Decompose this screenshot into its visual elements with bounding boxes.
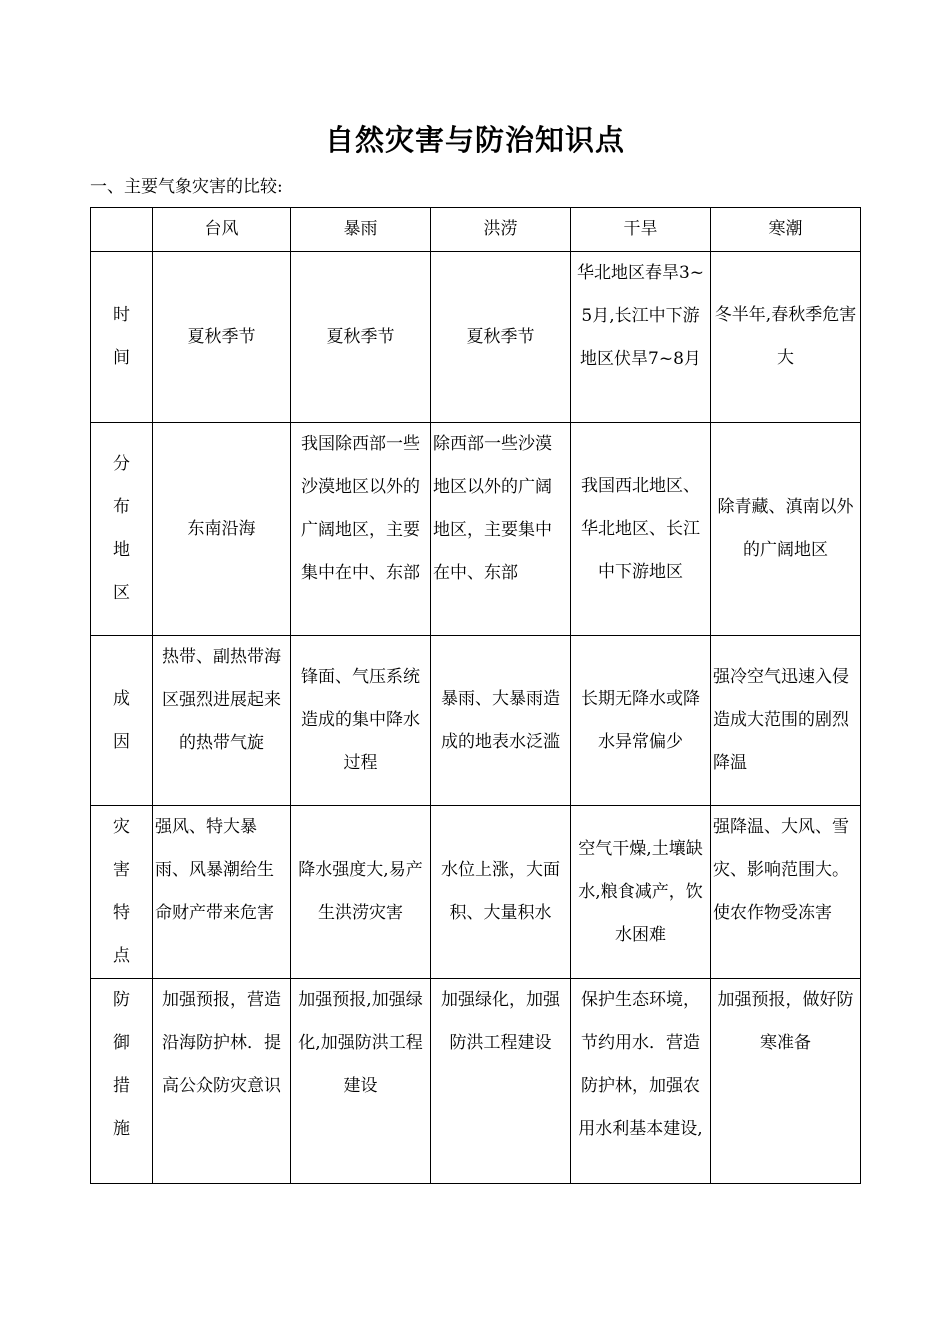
table-cell: 加强绿化，加强防洪工程建设 — [431, 979, 571, 1184]
table-cell: 夏秋季节 — [431, 252, 571, 423]
table-row — [91, 252, 861, 423]
header-cell-flood: 洪涝 — [431, 208, 571, 252]
table-row — [91, 636, 861, 806]
header-cell-cold-wave: 寒潮 — [711, 208, 861, 252]
row-label-characteristics: 灾害特点 — [91, 806, 153, 979]
table-cell: 强冷空气迅速入侵造成大范围的剧烈降温 — [711, 636, 861, 806]
table-cell: 暴雨、大暴雨造成的地表水泛滥 — [431, 636, 571, 806]
table-row — [91, 806, 861, 979]
table-cell: 冬半年,春秋季危害大 — [711, 252, 861, 423]
page-title: 自然灾害与防治知识点 — [324, 123, 625, 157]
header-cell-typhoon: 台风 — [153, 208, 291, 252]
table-cell: 我国西北地区、华北地区、长江中下游地区 — [571, 423, 711, 636]
table-cell: 长期无降水或降水异常偏少 — [571, 636, 711, 806]
table-cell: 除青藏、滇南以外的广阔地区 — [711, 423, 861, 636]
header-cell-empty — [91, 208, 153, 252]
table-cell: 热带、副热带海区强烈进展起来的热带气旋 — [153, 636, 291, 806]
table-cell: 锋面、气压系统造成的集中降水过程 — [291, 636, 431, 806]
table-cell: 空气干燥,土壤缺水,粮食减产，饮水困难 — [571, 806, 711, 979]
table-cell: 我国除西部一些沙漠地区以外的广阔地区，主要集中在中、东部 — [291, 423, 431, 636]
table-cell: 除西部一些沙漠地区以外的广阔地区，主要集中在中、东部 — [431, 423, 571, 636]
table-cell: 保护生态环境，节约用水．营造防护林，加强农用水利基本建设, — [571, 979, 711, 1184]
row-label-prevention: 防御措施 — [91, 979, 153, 1184]
section-heading: 一、主要气象灾害的比较: — [90, 177, 283, 197]
table-cell: 加强预报,加强绿化,加强防洪工程建设 — [291, 979, 431, 1184]
row-label-cause: 成因 — [91, 636, 153, 806]
disaster-comparison-table — [90, 207, 861, 1184]
table-cell: 华北地区春旱3~5月,长江中下游地区伏旱7~8月 — [571, 252, 711, 423]
table-cell: 东南沿海 — [153, 423, 291, 636]
row-label-time: 时间 — [91, 252, 153, 423]
table-row — [91, 423, 861, 636]
table-row — [91, 979, 861, 1184]
table-cell: 加强预报，营造沿海防护林．提高公众防灾意识 — [153, 979, 291, 1184]
table-cell: 夏秋季节 — [153, 252, 291, 423]
table-cell: 加强预报，做好防寒准备 — [711, 979, 861, 1184]
header-cell-drought: 干旱 — [571, 208, 711, 252]
table-cell: 降水强度大,易产生洪涝灾害 — [291, 806, 431, 979]
row-label-distribution: 分布地区 — [91, 423, 153, 636]
table-cell: 夏秋季节 — [291, 252, 431, 423]
table-cell: 强降温、大风、雪灾、影响范围大。使农作物受冻害 — [711, 806, 861, 979]
header-cell-rainstorm: 暴雨 — [291, 208, 431, 252]
table-cell: 强风、特大暴雨、风暴潮给生命财产带来危害 — [153, 806, 291, 979]
table-header-row — [91, 208, 861, 252]
table-cell: 水位上涨，大面积、大量积水 — [431, 806, 571, 979]
